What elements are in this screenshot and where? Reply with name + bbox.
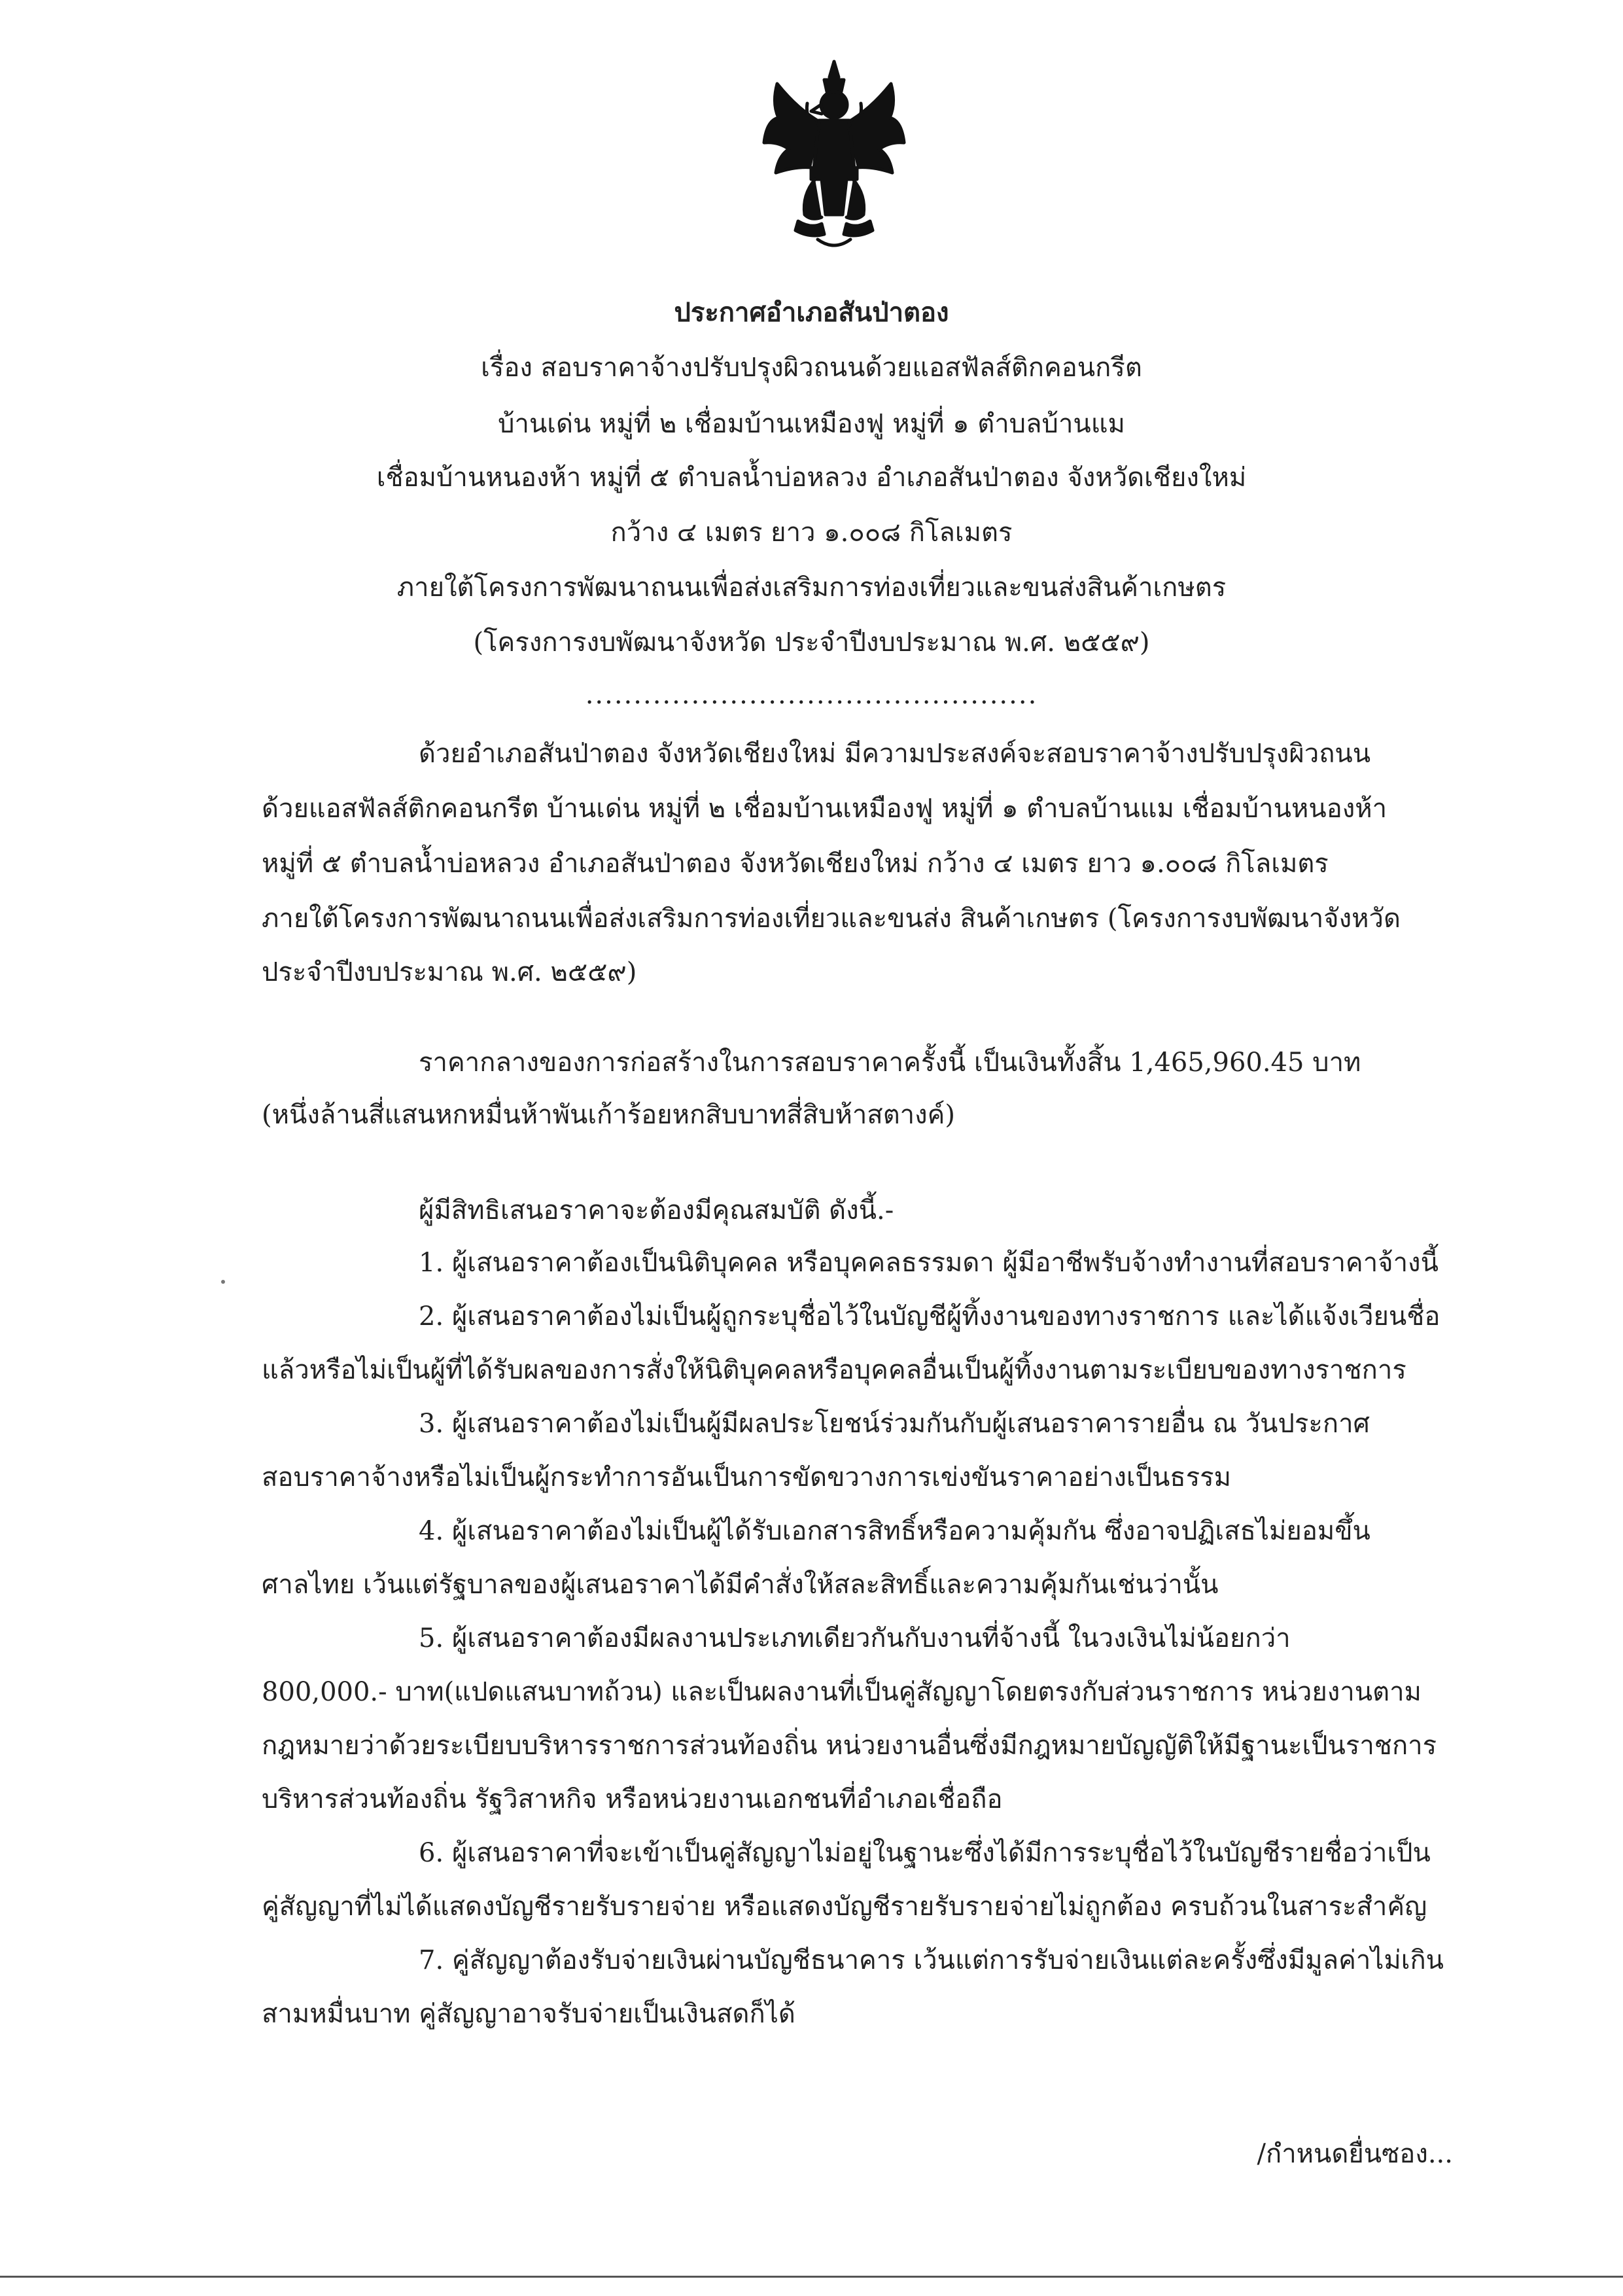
qualification-5-line-3: กฎหมายว่าด้วยระเบียบบริหารราชการส่วนท้องถิ่น หน่วยงานอื่นซึ่งมีกฎหมายบัญญัติให้มีฐานะเป็นราชการ: [262, 1731, 1437, 1761]
qualifications-heading: ผู้มีสิทธิเสนอราคาจะต้องมีคุณสมบัติ ดังนี้.-: [419, 1195, 894, 1226]
qualification-6-line-1: 6. ผู้เสนอราคาที่จะเข้าเป็นคู่สัญญาไม่อยู่ในฐานะซึ่งได้มีการระบุชื่อไว้ในบัญชีรายชื่อว่าเป็น: [419, 1838, 1431, 1868]
subject-line-2: บ้านเด่น หมู่ที่ ๒ เชื่อมบ้านเหมืองฟู หมู่ที่ ๑ ตำบลบ้านแม: [498, 409, 1125, 439]
qualification-2-line-2: แล้วหรือไม่เป็นผู้ที่ได้รับผลของการสั่งให้นิติบุคคลหรือบุคคลอื่นเป็นผู้ทิ้งงานตามระเบียบของทางราชการ: [262, 1355, 1406, 1385]
continuation-note: /กำหนดยื่นซอง...: [1257, 2139, 1453, 2169]
qualification-6-line-2: คู่สัญญาที่ไม่ได้แสดงบัญชีรายรับรายจ่าย หรือแสดงบัญชีรายรับรายจ่ายไม่ถูกต้อง ครบถ้วนในสาระสำคัญ: [262, 1892, 1427, 1922]
qualification-4-line-2: ศาลไทย เว้นแต่รัฐบาลของผู้เสนอราคาได้มีคำสั่งให้สละสิทธิ์และความคุ้มกันเช่นว่านั้น: [262, 1570, 1219, 1600]
subject-line-5: ภายใต้โครงการพัฒนาถนนเพื่อส่งเสริมการท่องเที่ยวและขนส่งสินค้าเกษตร: [396, 573, 1227, 603]
qualification-2-line-1: 2. ผู้เสนอราคาต้องไม่เป็นผู้ถูกระบุชื่อไว้ในบัญชีผู้ทิ้งงานของทางราชการ และได้แจ้งเวียนชื่อ: [419, 1301, 1440, 1332]
subject-line-1: เรื่อง สอบราคาจ้างปรับปรุงผิวถนนด้วยแอสฟัลส์ติกคอนกรีต: [481, 353, 1142, 383]
price-line-2: (หนึ่งล้านสี่แสนหกหมื่นห้าพันเก้าร้อยหกสิบบาทสี่สิบห้าสตางค์): [262, 1100, 956, 1130]
qualification-5-line-2: 800,000.- บาท(แปดแสนบาทถ้วน) และเป็นผลงานที่เป็นคู่สัญญาโดยตรงกับส่วนราชการ หน่วยงานตาม: [262, 1677, 1422, 1707]
intro-line-3: หมู่ที่ ๕ ตำบลน้ำบ่อหลวง อำเภอสันป่าตอง จังหวัดเชียงใหม่ กว้าง ๔ เมตร ยาว ๑.๐๐๘ กิโลเมตร: [262, 849, 1329, 879]
garuda-emblem-icon: [759, 58, 909, 254]
qualification-1-line-1: 1. ผู้เสนอราคาต้องเป็นนิติบุคคล หรือบุคคลธรรมดา ผู้มีอาชีพรับจ้างทำงานที่สอบราคาจ้างนี้: [419, 1248, 1439, 1278]
intro-line-1: ด้วยอำเภอสันป่าตอง จังหวัดเชียงใหม่ มีความประสงค์จะสอบราคาจ้างปรับปรุงผิวถนน: [419, 739, 1371, 769]
qualification-4-line-1: 4. ผู้เสนอราคาต้องไม่เป็นผู้ได้รับเอกสารสิทธิ์หรือความคุ้มกัน ซึ่งอาจปฏิเสธไม่ยอมขึ้น: [419, 1516, 1370, 1546]
qualification-7-line-1: 7. คู่สัญญาต้องรับจ่ายเงินผ่านบัญชีธนาคาร เว้นแต่การรับจ่ายเงินแต่ละครั้งซึ่งมีมูลค่าไม่เกิน: [419, 1945, 1444, 1975]
intro-line-5: ประจำปีงบประมาณ พ.ศ. ๒๕๕๙): [262, 957, 637, 987]
subject-line-3: เชื่อมบ้านหนองห้า หมู่ที่ ๕ ตำบลน้ำบ่อหลวง อำเภอสันป่าตอง จังหวัดเชียงใหม่: [376, 463, 1247, 493]
announcement-title: ประกาศอำเภอสันป่าตอง: [674, 297, 949, 328]
intro-line-4: ภายใต้โครงการพัฒนาถนนเพื่อส่งเสริมการท่องเที่ยวและขนส่ง สินค้าเกษตร (โครงการงบพัฒนาจังหวัด: [262, 904, 1401, 934]
subject-line-4: กว้าง ๔ เมตร ยาว ๑.๐๐๘ กิโลเมตร: [610, 518, 1013, 548]
price-line-1: ราคากลางของการก่อสร้างในการสอบราคาครั้งนี้ เป็นเงินทั้งสิ้น 1,465,960.45 บาท: [419, 1048, 1361, 1078]
qualification-7-line-2: สามหมื่นบาท คู่สัญญาอาจรับจ่ายเป็นเงินสดก็ได้: [262, 1999, 795, 2029]
header-divider: ...............................................: [585, 680, 1038, 710]
scan-edge-line: [0, 2276, 1623, 2278]
qualification-5-line-4: บริหารส่วนท้องถิ่น รัฐวิสาหกิจ หรือหน่วยงานเอกชนที่อำเภอเชื่อถือ: [262, 1784, 1003, 1814]
intro-line-2: ด้วยแอสฟัลส์ติกคอนกรีต บ้านเด่น หมู่ที่ ๒ เชื่อมบ้านเหมืองฟู หมู่ที่ ๑ ตำบลบ้านแม เชื่อมบ้านหนองห้า: [262, 794, 1387, 824]
qualification-3-line-1: 3. ผู้เสนอราคาต้องไม่เป็นผู้มีผลประโยชน์ร่วมกันกับผู้เสนอราคารายอื่น ณ วันประกาศ: [419, 1409, 1370, 1439]
scan-speck: [221, 1280, 225, 1284]
qualification-5-line-1: 5. ผู้เสนอราคาต้องมีผลงานประเภทเดียวกันกับงานที่จ้างนี้ ในวงเงินไม่น้อยกว่า: [419, 1623, 1291, 1653]
subject-line-6: (โครงการงบพัฒนาจังหวัด ประจำปีงบประมาณ พ.ศ. ๒๕๕๙): [473, 627, 1150, 658]
qualification-3-line-2: สอบราคาจ้างหรือไม่เป็นผู้กระทำการอันเป็นการขัดขวางการเข่งขันราคาอย่างเป็นธรรม: [262, 1462, 1232, 1492]
